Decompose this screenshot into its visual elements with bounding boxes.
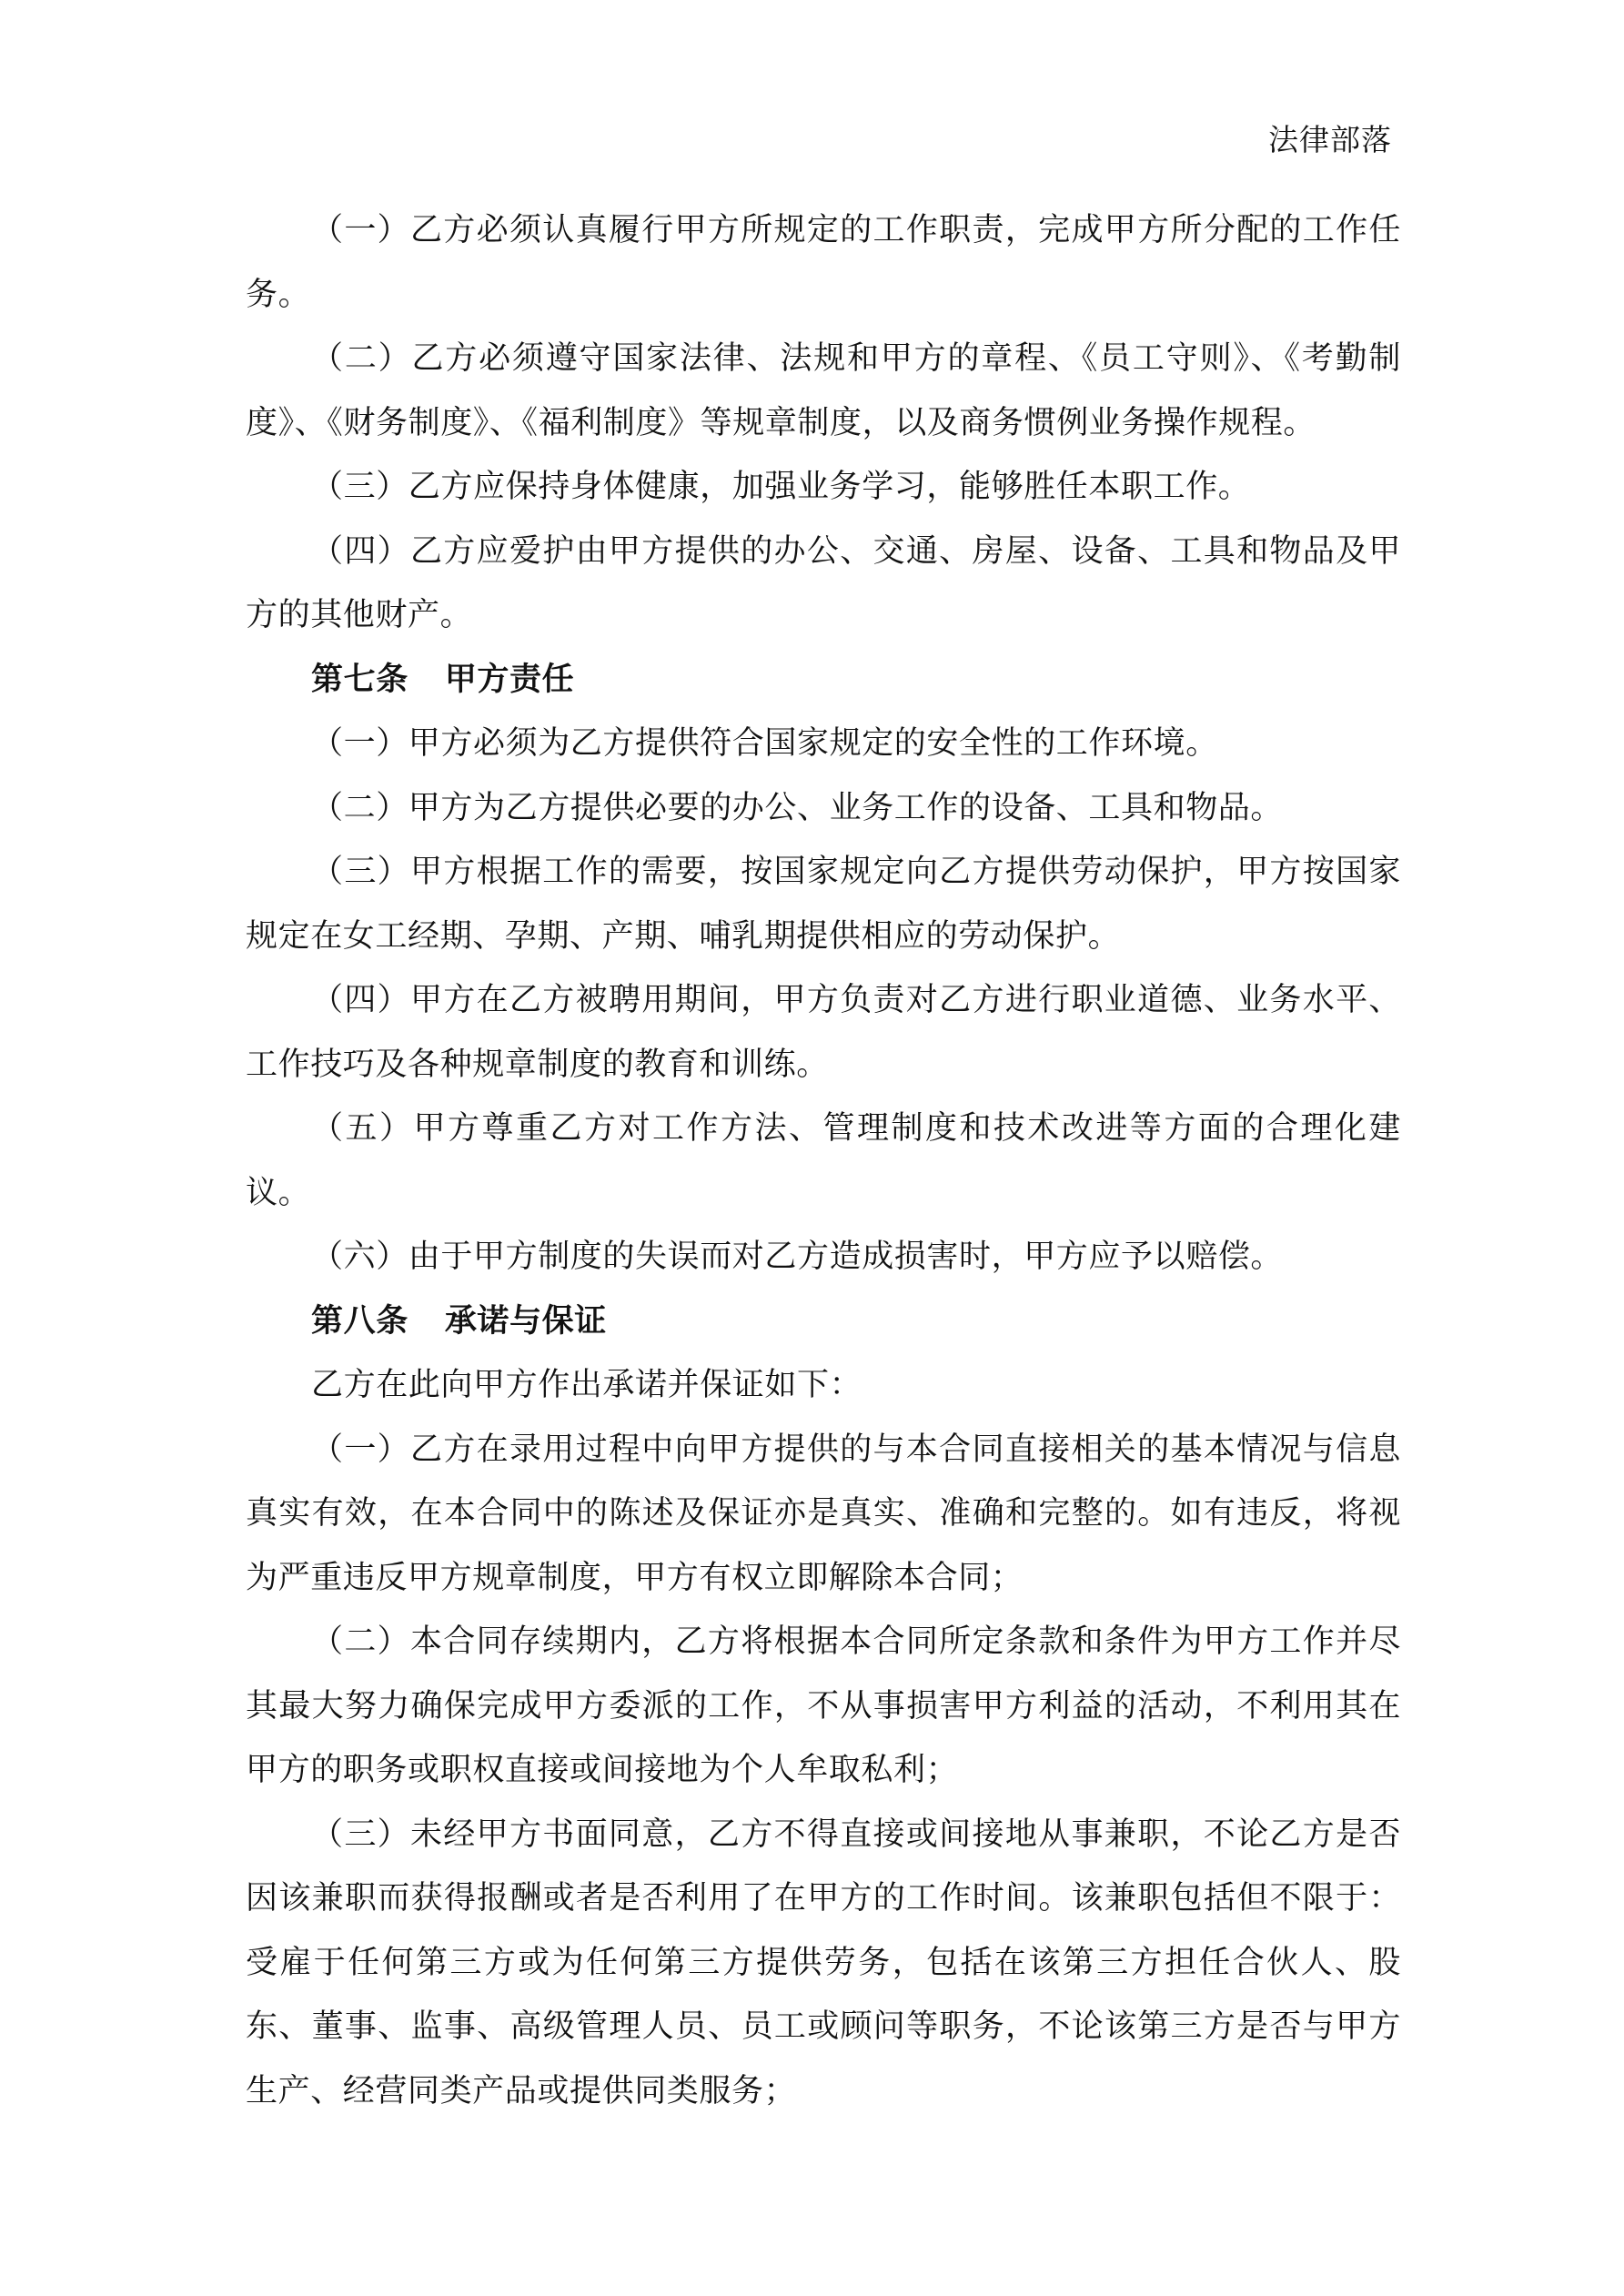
clause-6-item-2: （二）乙方必须遵守国家法律、法规和甲方的章程、《员工守则》、《考勤制度》、《财务制度》、《福利制度》等规章制度，以及商务惯例业务操作规程。 <box>246 340 1401 441</box>
article-7-heading <box>246 648 1401 713</box>
document-body <box>246 198 1401 2123</box>
clause-7-item-3: （三）甲方根据工作的需要，按国家规定向乙方提供劳动保护，甲方按国家规定在女工经期、孕期、产期、哺乳期提供相应的劳动保护。 <box>246 854 1401 955</box>
article-7-number: 第七条 <box>311 661 409 698</box>
clause-6-item-1: （一）乙方必须认真履行甲方所规定的工作职责，完成甲方所分配的工作任务。 <box>246 212 1401 313</box>
clause-8-item-3: （三）未经甲方书面同意，乙方不得直接或间接地从事兼职，不论乙方是否因该兼职而获得报酬或者是否利用了在甲方的工作时间。该兼职包括但不限于：受雇于任何第三方或为任何第三方提供劳务，包括在该第三方担任合伙人、股东、董事、监事、高级管理人员、员工或顾问等职务，不论该第三方是否与甲方生产、经营同类产品或提供同类服务； <box>246 1816 1401 2109</box>
article-7-title: 甲方责任 <box>444 661 575 698</box>
header-brand: 法律部落 <box>1268 122 1392 157</box>
article-8-heading <box>246 1290 1401 1354</box>
clause-7-item-5: （五）甲方尊重乙方对工作方法、管理制度和技术改进等方面的合理化建议。 <box>246 1110 1401 1211</box>
clause-6-item-4: （四）乙方应爱护由甲方提供的办公、交通、房屋、设备、工具和物品及甲方的其他财产。 <box>246 532 1401 633</box>
clause-6-item-3: （三）乙方应保持身体健康，加强业务学习，能够胜任本职工作。 <box>311 469 1251 505</box>
clause-8-intro: 乙方在此向甲方作出承诺并保证如下： <box>311 1367 862 1403</box>
article-8-title: 承诺与保证 <box>444 1302 607 1340</box>
clause-8-item-1: （一）乙方在录用过程中向甲方提供的与本合同直接相关的基本情况与信息真实有效，在本合同中的陈述及保证亦是真实、准确和完整的。如有违反，将视为严重违反甲方规章制度，甲方有权立即解除本合同； <box>246 1431 1401 1596</box>
clause-7-item-4: （四）甲方在乙方被聘用期间，甲方负责对乙方进行职业道德、业务水平、工作技巧及各种规章制度的教育和训练。 <box>246 982 1401 1083</box>
article-8-number: 第八条 <box>311 1302 409 1340</box>
clause-7-item-6: （六）由于甲方制度的失误而对乙方造成损害时，甲方应予以赔偿。 <box>311 1239 1284 1275</box>
clause-7-item-1: （一）甲方必须为乙方提供符合国家规定的安全性的工作环境。 <box>311 725 1218 762</box>
clause-7-item-2: （二）甲方为乙方提供必要的办公、业务工作的设备、工具和物品。 <box>311 789 1284 826</box>
clause-8-item-2: （二）本合同存续期内，乙方将根据本合同所定条款和条件为甲方工作并尽其最大努力确保完成甲方委派的工作，不从事损害甲方利益的活动，不利用其在甲方的职务或职权直接或间接地为个人牟取私利； <box>246 1623 1401 1788</box>
